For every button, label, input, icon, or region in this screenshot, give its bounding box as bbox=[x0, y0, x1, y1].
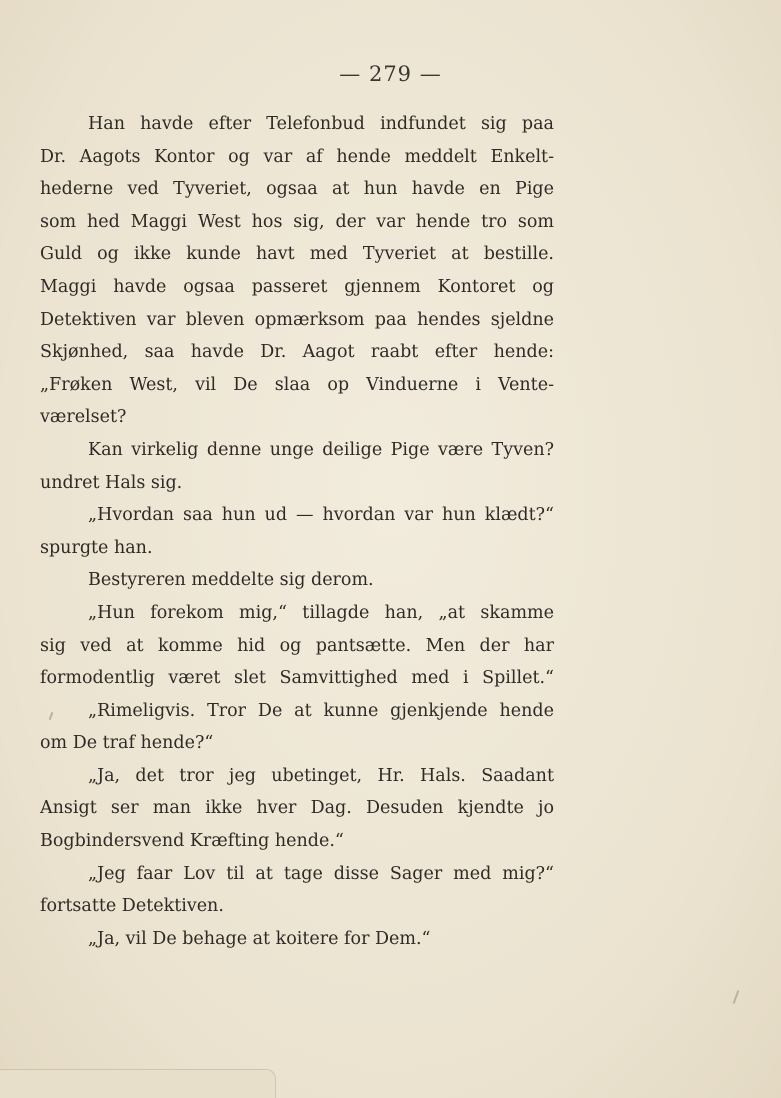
text-line: „Ja, det tror jeg ubetinget, Hr. Hals. Saadant bbox=[88, 765, 554, 786]
text-line: Kan virkelig denne unge deilige Pige være Tyven? bbox=[88, 439, 554, 460]
text-line: Bestyreren meddelte sig derom. bbox=[88, 570, 374, 591]
text-line: „Ja, vil De behage at koitere for Dem.“ bbox=[88, 928, 431, 949]
page-fold bbox=[0, 1069, 276, 1098]
text-line: fortsatte Detektiven. bbox=[40, 896, 224, 917]
text-line: Detektiven var bleven opmærksom paa hendes sjeldne bbox=[40, 309, 554, 330]
body-text bbox=[40, 108, 554, 955]
text-line: Bogbindersvend Kræfting hende.“ bbox=[40, 831, 344, 852]
text-line: „Hun forekom mig,“ tillagde han, „at skamme bbox=[88, 602, 554, 623]
text-line: Dr. Aagots Kontor og var af hende meddelt Enkelt- bbox=[40, 146, 554, 167]
page-number: — 279 — bbox=[339, 62, 442, 86]
text-line: Guld og ikke kunde havt med Tyveriet at bestille. bbox=[40, 244, 554, 265]
text-line: spurgte han. bbox=[40, 537, 153, 558]
text-line: „Hvordan saa hun ud — hvordan var hun klædt?“ bbox=[88, 505, 554, 526]
text-line: Skjønhed, saa havde Dr. Aagot raabt efter hende: bbox=[40, 342, 554, 363]
text-line: om De traf hende?“ bbox=[40, 733, 214, 754]
text-line: „Rimeligvis. Tror De at kunne gjenkjende hende bbox=[88, 700, 554, 721]
text-line: Han havde efter Telefonbud indfundet sig paa bbox=[88, 114, 554, 134]
text-line: Maggi havde ogsaa passeret gjennem Kontoret og bbox=[40, 276, 554, 297]
text-line: Ansigt ser man ikke hver Dag. Desuden kjendte jo bbox=[40, 798, 554, 819]
text-line: formodentlig været slet Samvittighed med i Spillet.“ bbox=[40, 668, 554, 689]
paper-mark bbox=[733, 990, 740, 1004]
text-line: værelset? bbox=[40, 407, 127, 428]
text-line: „Frøken West, vil De slaa op Vinduerne i Vente- bbox=[40, 374, 554, 395]
text-line: sig ved at komme hid og pantsætte. Men der har bbox=[40, 635, 554, 656]
text-line: „Jeg faar Lov til at tage disse Sager med mig?“ bbox=[88, 863, 554, 884]
text-line: hederne ved Tyveriet, ogsaa at hun havde en Pige bbox=[40, 179, 554, 200]
text-line: som hed Maggi West hos sig, der var hende tro som bbox=[40, 211, 554, 232]
text-line: undret Hals sig. bbox=[40, 472, 183, 493]
